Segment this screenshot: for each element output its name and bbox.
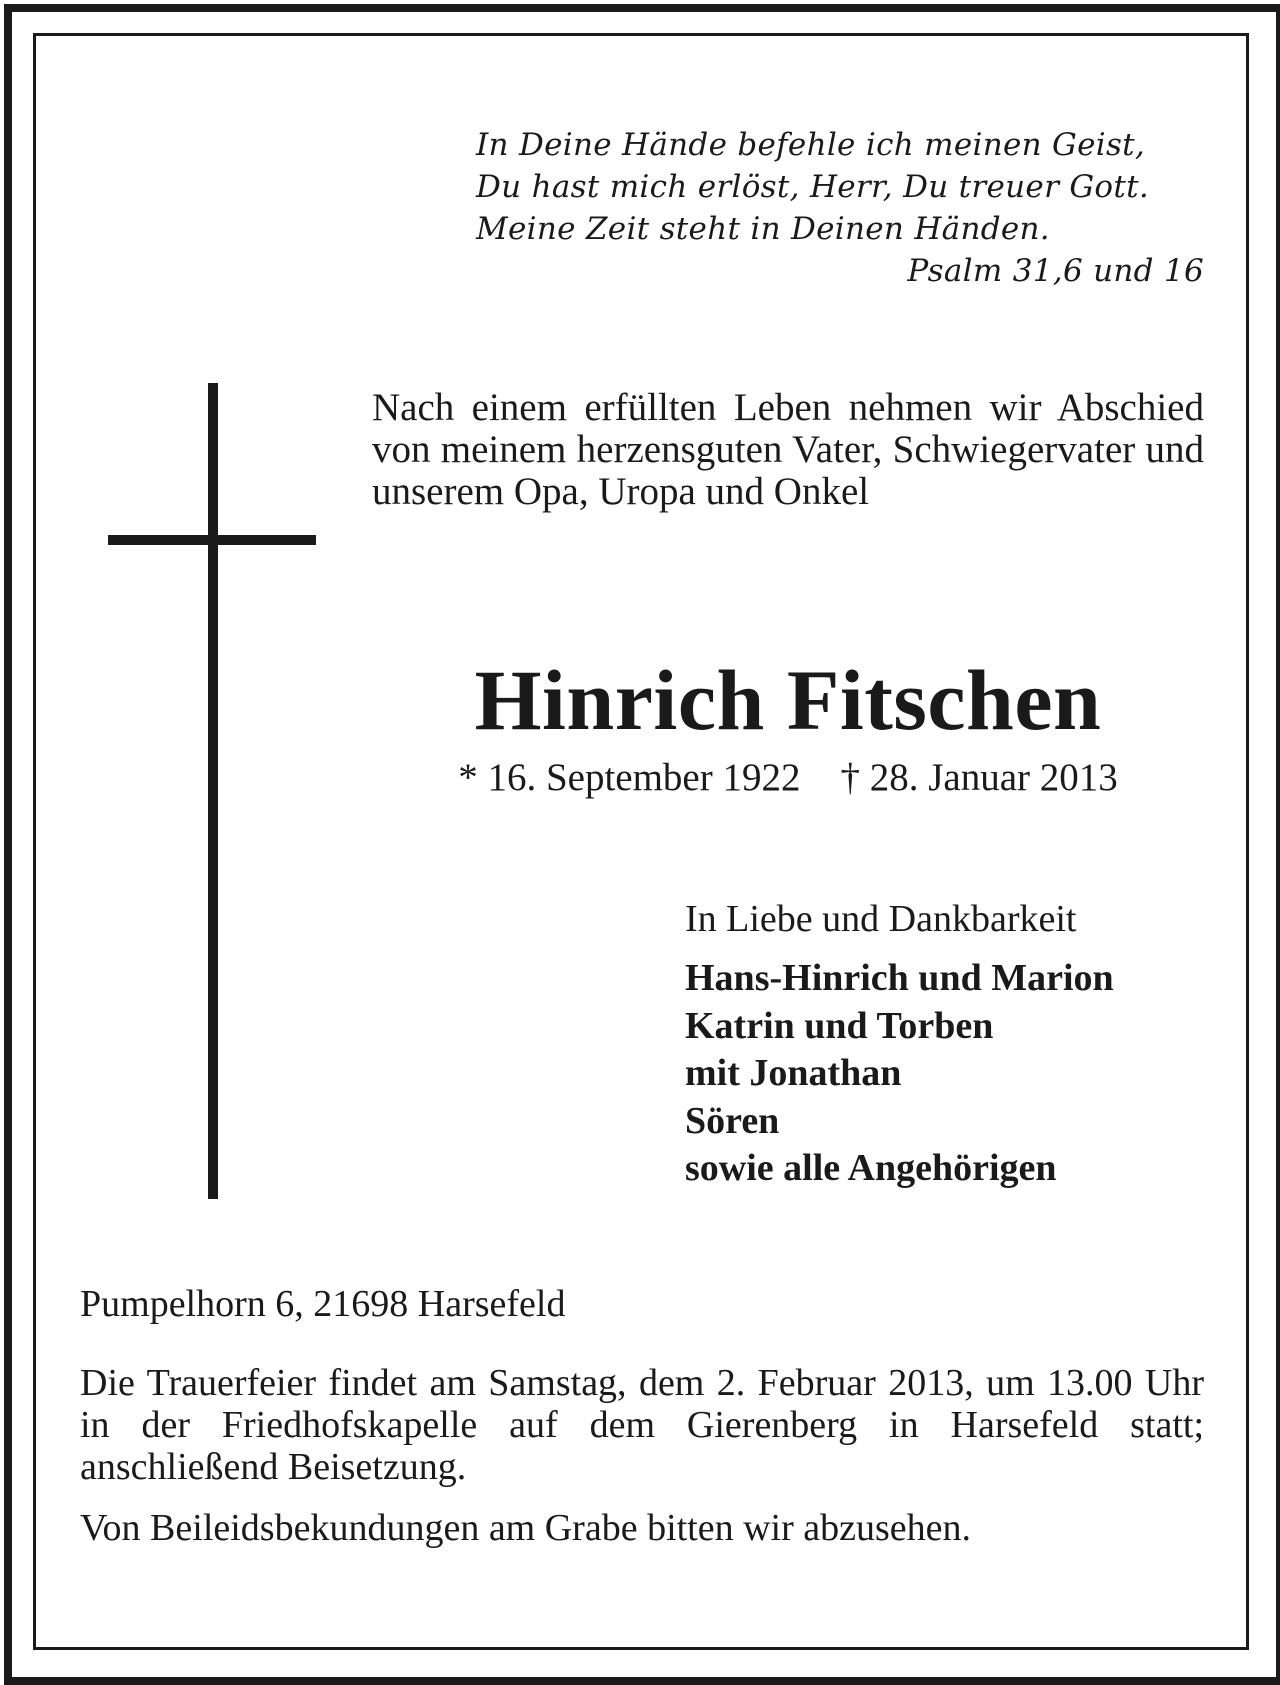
thanks-line: In Liebe und Dankbarkeit	[685, 898, 1077, 940]
mourner: mit Jonathan	[685, 1052, 902, 1094]
psalm-quote	[476, 124, 1204, 292]
mourner: Sören	[685, 1099, 780, 1142]
deceased-name: Hinrich Fitschen	[474, 652, 1102, 748]
death-date: † 28. Januar 2013	[840, 756, 1118, 799]
mourner: Hans-Hinrich und Marion	[685, 957, 1114, 999]
cross-vertical-beam	[208, 383, 218, 1199]
funeral-service-text: Die Trauerfeier findet am Samstag, dem 2. Februar 2013, um 13.00 Uhr in der Friedhofskapelle auf dem Gierenberg in Harsefeld statt; anschließend Beisetzung.	[80, 1362, 1204, 1488]
psalm-line: In Deine Hände befehle ich meinen Geist,	[476, 127, 1146, 163]
mourners-list	[685, 955, 1205, 1193]
condolence-note: Von Beileidsbekundungen am Grabe bitten wir abzusehen.	[80, 1507, 972, 1549]
life-dates	[372, 756, 1204, 800]
psalm-line: Meine Zeit steht in Deinen Händen.	[476, 211, 1050, 247]
address: Pumpelhorn 6, 21698 Harsefeld	[80, 1283, 566, 1325]
intro-text: Nach einem erfüllten Leben nehmen wir Abschied von meinem herzensguten Vater, Schwiegervater und unserem Opa, Uropa und Onkel	[372, 386, 1204, 513]
psalm-line: Du hast mich erlöst, Herr, Du treuer Gott.	[476, 169, 1150, 205]
mourner: Katrin und Torben	[685, 1004, 994, 1047]
mourner: sowie alle Angehörigen	[685, 1147, 1057, 1189]
cross-horizontal-beam	[108, 535, 316, 545]
psalm-reference: Psalm 31,6 und 16	[907, 253, 1204, 289]
birth-date: * 16. September 1922	[458, 756, 801, 799]
